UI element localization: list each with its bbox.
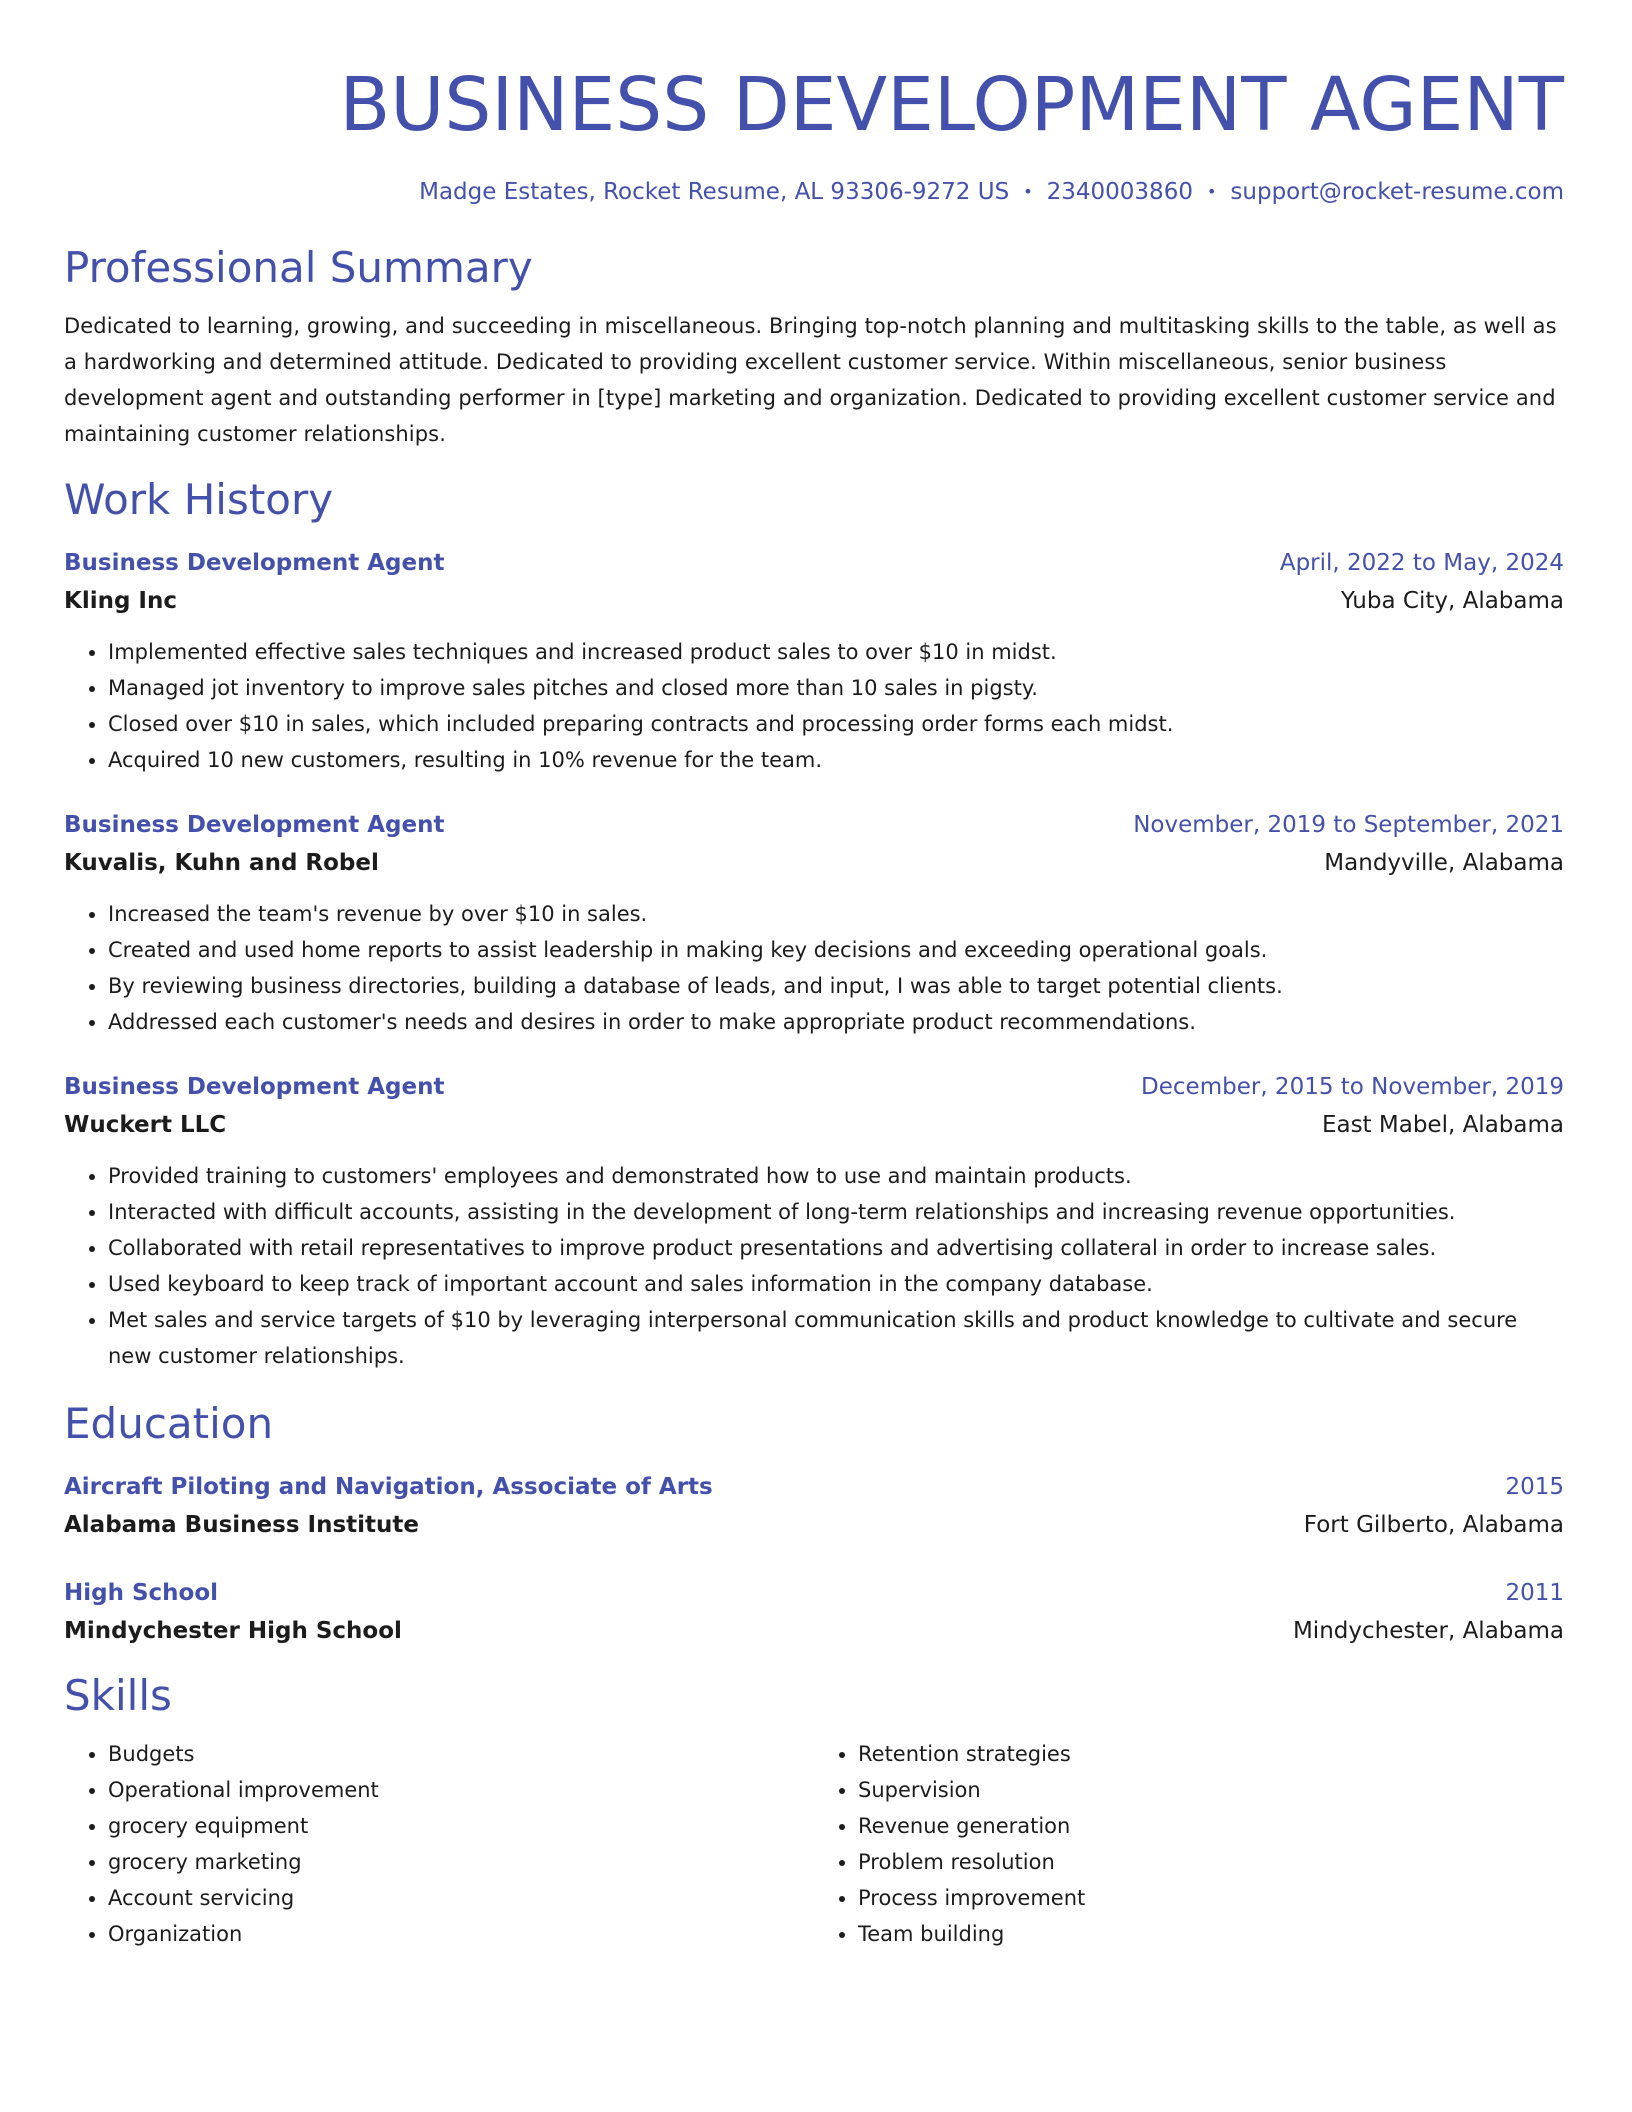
education-year: 2011	[1505, 1580, 1564, 1606]
contact-address: Madge Estates, Rocket Resume, AL 93306-9272 US	[419, 179, 1010, 205]
job-bullet: • Addressed each customer's needs and desires in order to make appropriate product recommendations.	[108, 1004, 1564, 1040]
education-school: Alabama Business Institute	[64, 1512, 419, 1538]
contact-separator: •	[1206, 182, 1217, 201]
skill-item: • Budgets	[108, 1736, 814, 1772]
resume-header	[64, 50, 1564, 210]
job-dates: November, 2019 to September, 2021	[1133, 812, 1564, 838]
skill-item: • Process improvement	[858, 1880, 1564, 1916]
summary-text: Dedicated to learning, growing, and succeeding in miscellaneous. Bringing top-notch planning and multitasking skills to the table, as well as a hardworking and determined attitude. Dedicated to providing excellent customer service. Within miscellaneous, senior business development agent and outstanding performer in [type] marketing and organization. Dedicated to providing excellent customer service and maintaining customer relationships.	[64, 314, 1557, 446]
contact-separator: •	[1023, 182, 1033, 201]
contact-email: support@rocket-resume.com	[1230, 179, 1564, 205]
job-entry	[64, 1068, 1564, 1374]
education-degree: Aircraft Piloting and Navigation, Associate of Arts	[64, 1474, 713, 1500]
job-company: Kuvalis, Kuhn and Robel	[64, 850, 379, 876]
job-bullet: • Closed over $10 in sales, which included preparing contracts and processing order forms each midst.	[108, 706, 1564, 742]
job-bullet: • Created and used home reports to assist leadership in making key decisions and exceeding operational goals.	[108, 932, 1564, 968]
job-bullet: • Used keyboard to keep track of important account and sales information in the company database.	[108, 1266, 1564, 1302]
education-school: Mindychester High School	[64, 1618, 402, 1644]
skill-item: • Operational improvement	[108, 1772, 814, 1808]
job-bullet: • Increased the team's revenue by over $10 in sales.	[108, 896, 1564, 932]
skills-section	[64, 1668, 1564, 1952]
education-location: Fort Gilberto, Alabama	[1303, 1512, 1564, 1538]
skill-item: • Supervision	[858, 1772, 1564, 1808]
skill-item: • Problem resolution	[858, 1844, 1564, 1880]
education-degree: High School	[64, 1580, 219, 1606]
job-company: Kling Inc	[64, 588, 178, 614]
skill-item: • grocery marketing	[108, 1844, 814, 1880]
job-bullet: • Met sales and service targets of $10 by leveraging interpersonal communication skills and product knowledge to cultivate and secure new customer relationships.	[108, 1302, 1564, 1374]
job-bullet: • Interacted with difficult accounts, assisting in the development of long-term relationships and increasing revenue opportunities.	[108, 1194, 1564, 1230]
skill-item: • Team building	[858, 1916, 1564, 1952]
education-section	[64, 1396, 1564, 1650]
resume-title: BUSINESS DEVELOPMENT AGENT	[339, 62, 1564, 148]
job-bullet: • Managed jot inventory to improve sales pitches and closed more than 10 sales in pigsty.	[108, 670, 1564, 706]
job-bullet: • Acquired 10 new customers, resulting in 10% revenue for the team.	[108, 742, 1564, 778]
job-entry	[64, 806, 1564, 1040]
job-company: Wuckert LLC	[64, 1112, 227, 1138]
job-bullets	[64, 634, 1564, 778]
job-bullet: • Implemented effective sales techniques and increased product sales to over $10 in midst.	[108, 634, 1564, 670]
job-dates: December, 2015 to November, 2019	[1141, 1074, 1564, 1100]
contact-phone: 2340003860	[1046, 179, 1193, 205]
education-heading: Education	[64, 1399, 274, 1448]
skills-heading: Skills	[64, 1671, 172, 1720]
work-history-heading: Work History	[64, 475, 334, 524]
job-location: Yuba City, Alabama	[1340, 588, 1564, 614]
job-title: Business Development Agent	[64, 1074, 445, 1100]
job-bullet: • Collaborated with retail representatives to improve product presentations and advertising collateral in order to increase sales.	[108, 1230, 1564, 1266]
job-bullet: • Provided training to customers' employees and demonstrated how to use and maintain products.	[108, 1158, 1564, 1194]
job-location: Mandyville, Alabama	[1324, 850, 1564, 876]
job-location: East Mabel, Alabama	[1321, 1112, 1564, 1138]
skills-list-left	[64, 1736, 814, 1952]
skill-item: • Retention strategies	[858, 1736, 1564, 1772]
skill-item: • Organization	[108, 1916, 814, 1952]
skill-item: • Account servicing	[108, 1880, 814, 1916]
job-title: Business Development Agent	[64, 550, 445, 576]
job-bullets	[64, 896, 1564, 1040]
skills-list-right	[814, 1736, 1564, 1952]
skill-item: • grocery equipment	[108, 1808, 814, 1844]
education-entry	[64, 1574, 1564, 1650]
education-entry	[64, 1468, 1564, 1544]
resume-page	[64, 50, 1564, 1952]
skill-item: • Revenue generation	[858, 1808, 1564, 1844]
job-dates: April, 2022 to May, 2024	[1279, 550, 1564, 576]
skills-columns	[64, 1736, 1564, 1952]
summary-heading: Professional Summary	[64, 243, 533, 292]
education-location: Mindychester, Alabama	[1292, 1618, 1564, 1644]
job-bullet: • By reviewing business directories, building a database of leads, and input, I was able to target potential clients.	[108, 968, 1564, 1004]
contact-line	[64, 176, 1564, 210]
job-entry	[64, 544, 1564, 778]
work-history-section	[64, 472, 1564, 1374]
job-title: Business Development Agent	[64, 812, 445, 838]
education-year: 2015	[1505, 1474, 1564, 1500]
summary-section	[64, 240, 1564, 452]
job-bullets	[64, 1158, 1564, 1374]
